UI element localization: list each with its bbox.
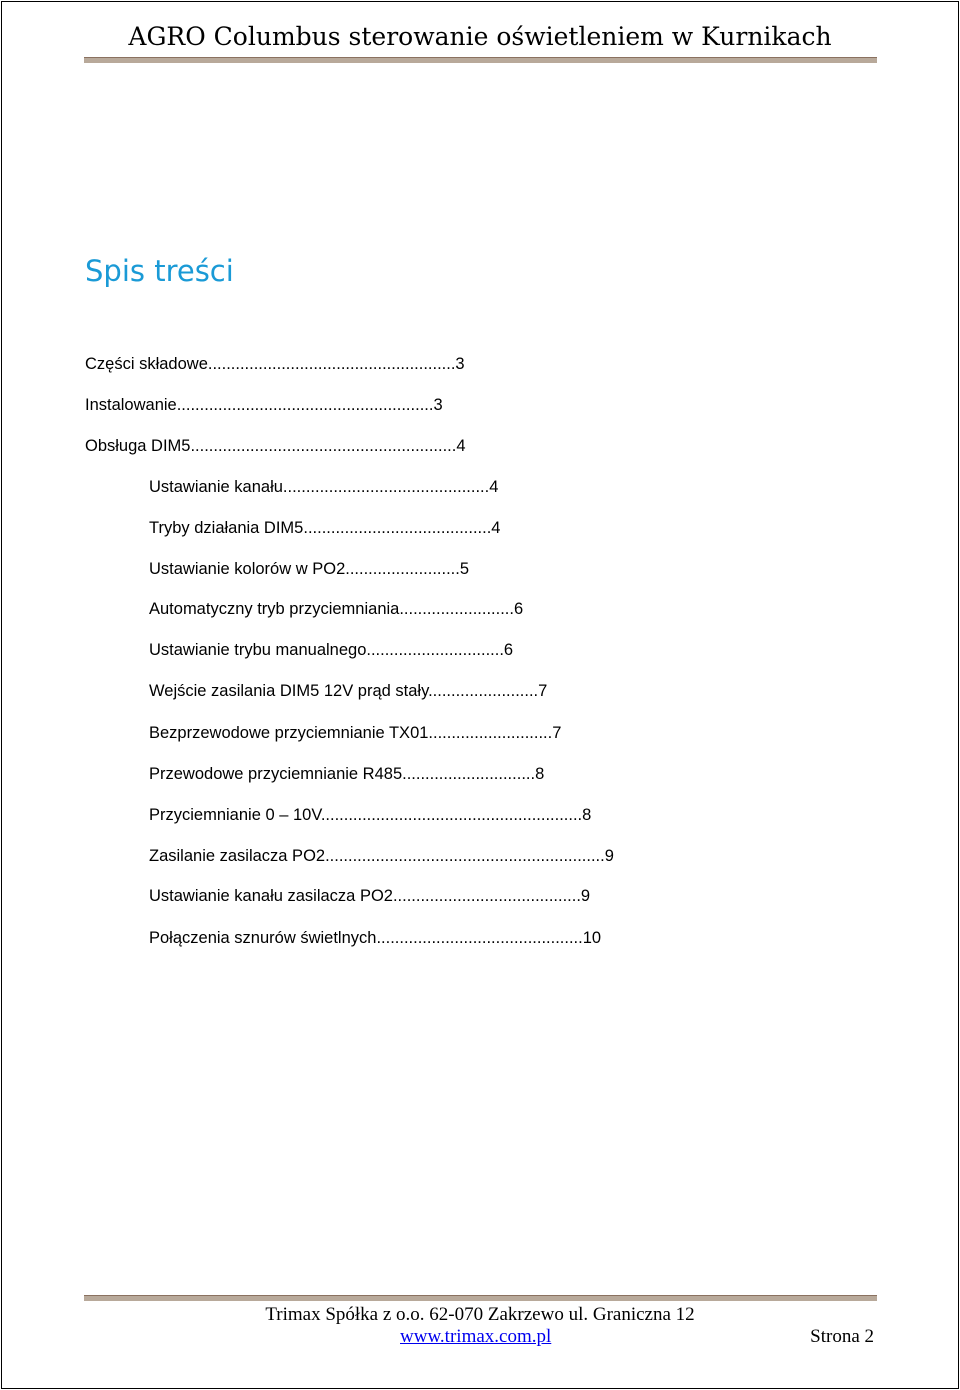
toc-entry[interactable]: Bezprzewodowe przyciemnianie TX01...........................7 [149,724,562,742]
header-title: AGRO Columbus sterowanie oświetleniem w Kurnikach [128,22,832,51]
toc-entry[interactable]: Ustawianie trybu manualnego..............................6 [149,641,514,659]
toc-entry[interactable]: Tryby działania DIM5.........................................4 [149,519,501,537]
toc-entry[interactable]: Ustawianie kanału.............................................4 [149,478,499,496]
toc-entry[interactable]: Obsługa DIM5..........................................................4 [85,437,466,455]
toc-entry[interactable]: Ustawianie kanału zasilacza PO2.........................................9 [149,887,591,905]
website-link[interactable]: www.trimax.com.pl [400,1326,552,1347]
toc-entry[interactable]: Przyciemnianie 0 – 10V.........................................................8 [149,806,592,824]
footer-rule [84,1295,877,1301]
toc-entry[interactable]: Połączenia sznurów świetlnych.............................................10 [149,929,602,947]
toc-entry[interactable]: Zasilanie zasilacza PO2.............................................................9 [149,847,614,865]
toc-entry[interactable]: Wejście zasilania DIM5 12V prąd stały........................7 [149,682,548,700]
toc-entry[interactable]: Ustawianie kolorów w PO2.........................5 [149,560,470,578]
toc-entry[interactable]: Przewodowe przyciemnianie R485.............................8 [149,765,545,783]
page-number: Strona 2 [810,1326,874,1347]
toc-entry[interactable]: Instalowanie........................................................3 [85,396,443,414]
toc-heading: Spis treści [85,254,234,288]
footer-company: Trimax Spółka z o.o. 62-070 Zakrzewo ul. Graniczna 12 [265,1304,695,1325]
toc-entry[interactable]: Części składowe......................................................3 [85,355,465,373]
toc-entry[interactable]: Automatyczny tryb przyciemniania.........................6 [149,600,524,618]
